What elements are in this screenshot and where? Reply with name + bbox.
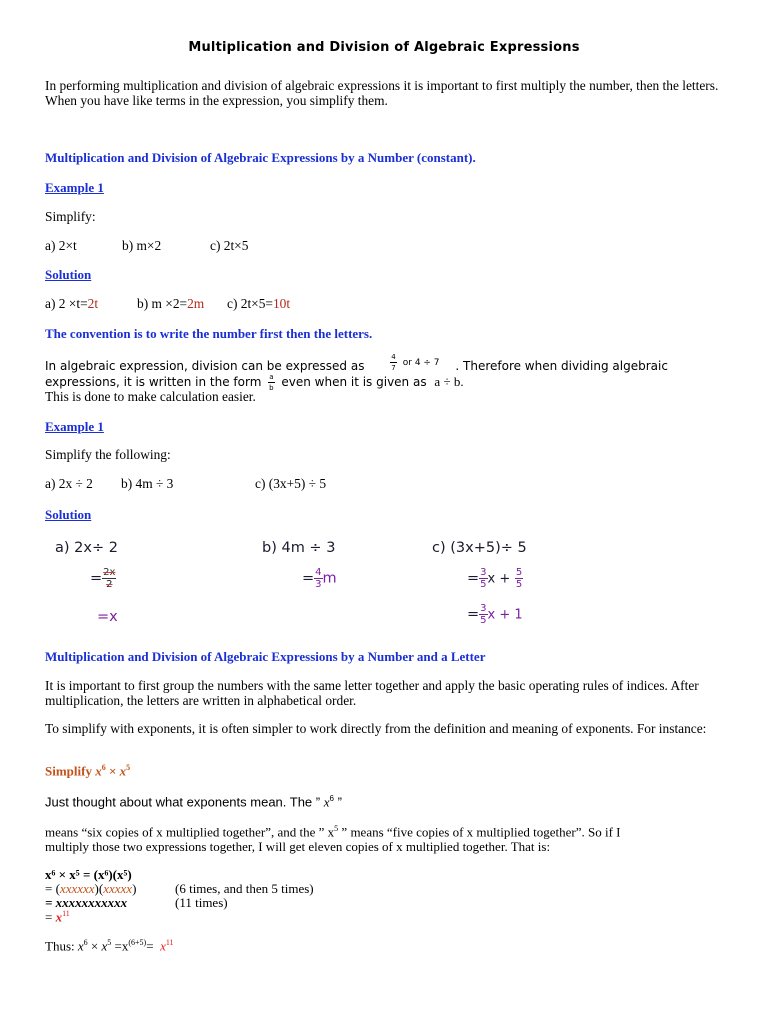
worked-b-step: = $\frac{4}{3}$ m bbox=[302, 567, 337, 590]
solution-a-answer: 2t bbox=[87, 296, 99, 311]
example2-question-c: c) (3x+5) ÷ 5 bbox=[255, 476, 327, 491]
simplify-label: Simplify: bbox=[45, 209, 96, 224]
worked-a-title: a) 2x÷ 2 bbox=[55, 540, 118, 556]
worked-c-result: = $\frac{3}{5}$ x + 1 bbox=[467, 603, 523, 626]
convention-note: The convention is to write the number first then the letters. bbox=[45, 326, 373, 341]
work-line-3: = xxxxxxxxxxx bbox=[45, 895, 128, 910]
example1-label[interactable]: Example 1 bbox=[45, 180, 104, 195]
example2-question-a: a) 2x ÷ 2 bbox=[45, 476, 93, 491]
work-line-2: = (xxxxxx)(xxxxx) bbox=[45, 881, 137, 896]
worked-c-title: c) (3x+5)÷ 5 bbox=[432, 540, 527, 556]
fraction-4-7: $\frac{4}{7}$ bbox=[391, 353, 396, 372]
example2-prompt: Simplify the following: bbox=[45, 447, 171, 462]
means-line-2: multiply those two expressions together, I will get eleven copies of x multiplied together. That is: bbox=[45, 839, 551, 854]
solution-b-answer: 2m bbox=[187, 296, 205, 311]
solution-c: c) 2t×5=10t bbox=[227, 296, 291, 311]
page-title: Multiplication and Division of Algebraic Expressions bbox=[188, 40, 580, 55]
question-b: b) m×2 bbox=[122, 238, 162, 253]
example2-solution-label[interactable]: Solution bbox=[45, 507, 92, 522]
exponent-thought: Just thought about what exponents mean. The ” $x^6$ ” bbox=[45, 794, 342, 810]
work-line-1: x⁶ × x⁵ = (x⁶)(x⁵) bbox=[45, 867, 132, 882]
work-line-2-note: (6 times, and then 5 times) bbox=[175, 881, 314, 896]
section2-heading: Multiplication and Division of Algebraic Expressions by a Number and a Letter bbox=[45, 649, 486, 664]
example2-label[interactable]: Example 1 bbox=[45, 419, 104, 434]
thus-line: Thus: $x^6 \times x^5 =x^{(6+5)}= x^{11}$ bbox=[45, 938, 174, 954]
worked-a-result: =x bbox=[97, 609, 118, 625]
solution-b: b) m ×2=2m bbox=[137, 296, 205, 311]
means-line-1: means “six copies of x multiplied together”, and the ” $x^5$ ” means “five copies of x multiplied together”. So if I bbox=[45, 824, 621, 840]
intro-paragraph: In performing multiplication and division of algebraic expressions it is important to first multiply the number, then the letters. When you have like terms in the expression, you simplify them. bbox=[45, 78, 719, 108]
division-line-1: In algebraic expression, division can be expressed as $\frac{4}{7}$ $^{or 4 \div 7}$ . Therefore when dividing algebraic bbox=[45, 353, 668, 373]
work-line-4: = $x^{11}$ bbox=[45, 909, 70, 925]
division-line-3: This is done to make calculation easier. bbox=[45, 389, 256, 404]
section2-paragraph-2: To simplify with exponents, it is often simpler to work directly from the definition and meaning of exponents. For instance: bbox=[45, 721, 707, 736]
fraction-a-b: $\frac{a}{b}$ bbox=[269, 373, 274, 392]
division-line-2: expressions, it is written in the form $\frac{a}{b}$ even when it is given as a ÷ b. bbox=[45, 373, 464, 392]
question-c: c) 2t×5 bbox=[210, 238, 249, 253]
worked-c-step: = $\frac{3}{5}$ x + $\frac{5}{5}$ bbox=[467, 567, 523, 590]
solution-c-answer: 10t bbox=[272, 296, 291, 311]
solution-a: a) 2 ×t=2t bbox=[45, 296, 99, 311]
worked-a-step: = $\frac{2x}{2}$ bbox=[90, 567, 116, 590]
section1-heading: Multiplication and Division of Algebraic Expressions by a Number (constant). bbox=[45, 150, 476, 165]
example2-question-b: b) 4m ÷ 3 bbox=[121, 476, 174, 491]
solution-label[interactable]: Solution bbox=[45, 267, 92, 282]
work-line-3-note: (11 times) bbox=[175, 895, 228, 910]
worked-b-title: b) 4m ÷ 3 bbox=[262, 540, 336, 556]
simplify-heading: Simplify $x^6 \times x^5$ bbox=[45, 763, 131, 779]
question-a: a) 2×t bbox=[45, 238, 77, 253]
section2-paragraph-1: It is important to first group the numbers with the same letter together and apply the basic operating rules of indices. After multiplication, the letters are written in alphabetical order. bbox=[45, 678, 699, 708]
